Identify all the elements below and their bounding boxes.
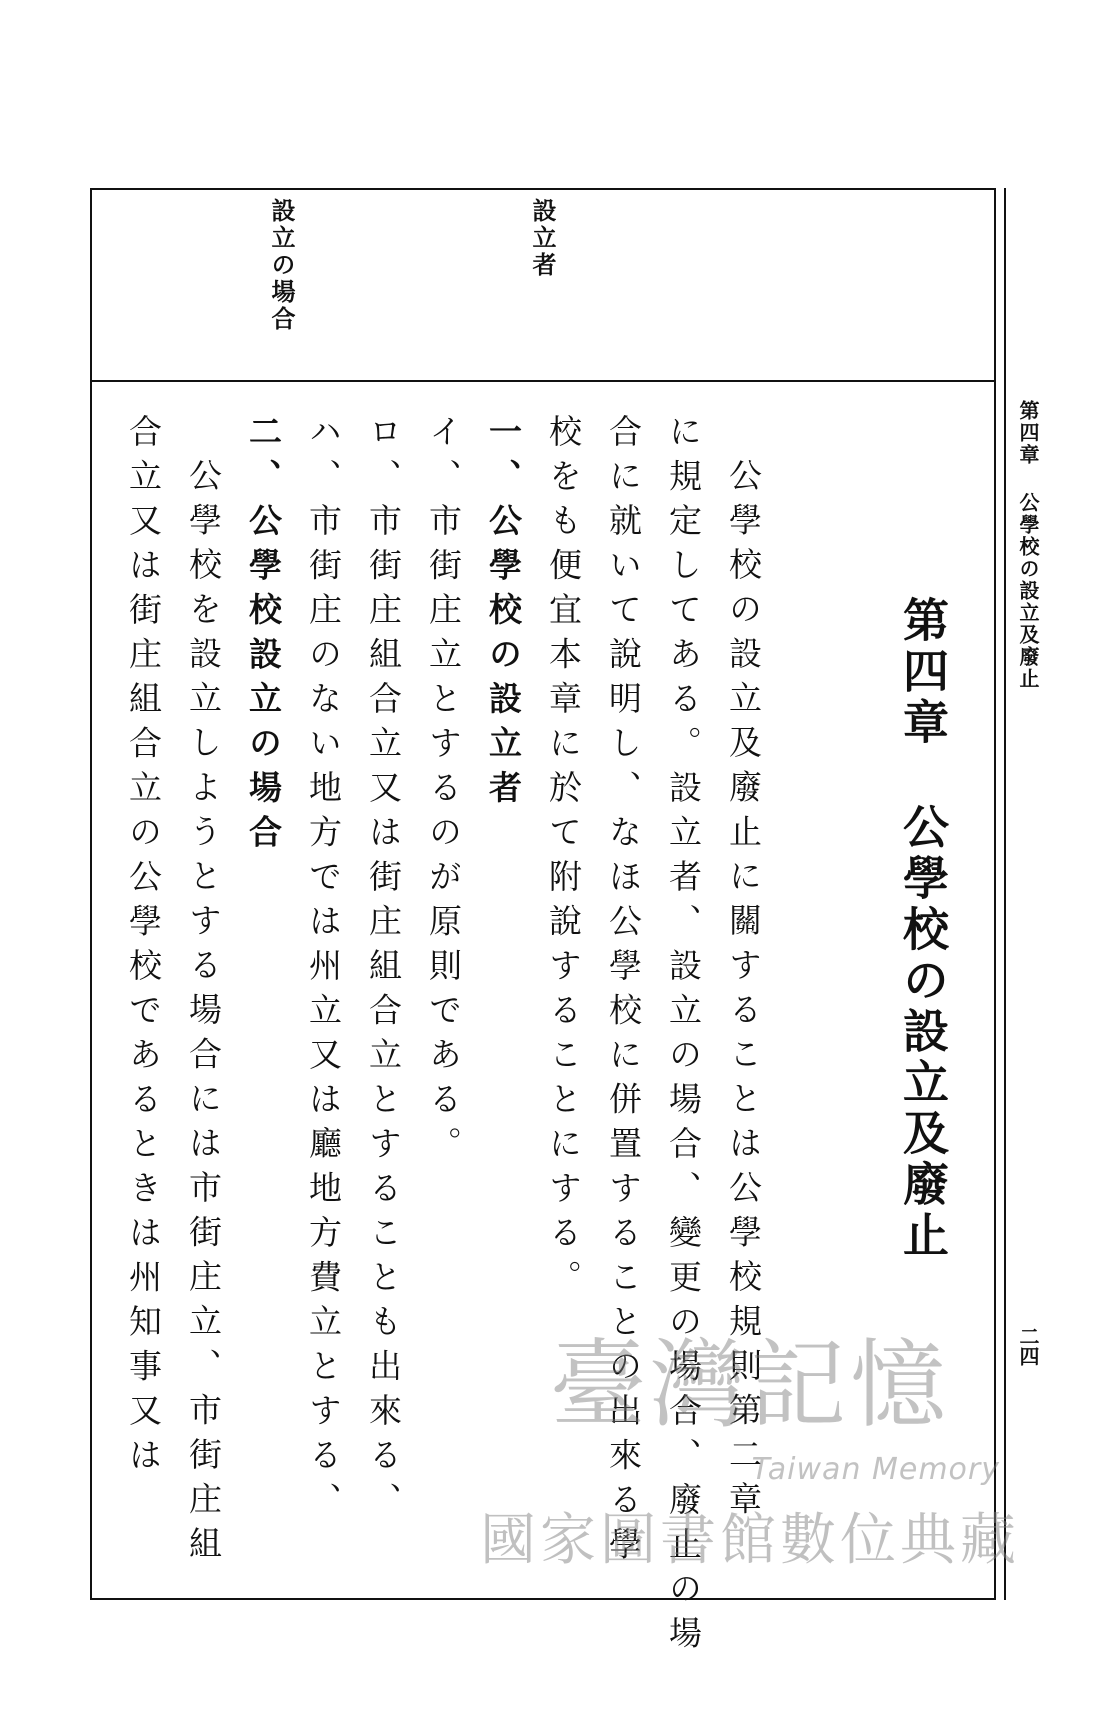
running-head-rule — [1004, 188, 1006, 1600]
section-heading-founding-case: 二、公學校設立の場合 — [244, 414, 283, 859]
body-line: 合立又は街庄組合立の公學校であるときは州知事又は — [124, 414, 163, 1482]
body-line: 公學校の設立及廢止に關することは公學校規則第二章 — [724, 458, 763, 1526]
watermark-english: Taiwan Memory — [751, 1452, 1000, 1487]
chapter-number: 第四章 — [896, 596, 950, 749]
section-heading-founder: 一、公學校の設立者 — [484, 414, 523, 815]
chapter-title: 公學校の設立及廢止 — [896, 803, 950, 1262]
body-line: 合に就いて說明し、なほ公學校に併置することの出來る學 — [604, 414, 643, 1571]
marginal-note-founding-case: 設立の場合 — [267, 198, 296, 333]
watermark-chinese: 國家圖書館數位典藏 — [480, 1508, 1020, 1573]
running-head: 第四章 公學校の設立及廢止 — [1016, 400, 1040, 690]
list-item: ロ、市街庄組合立又は街庄組合立とすることも出來る、 — [364, 414, 403, 1527]
body-line: に規定してある。設立者、設立の場合、變更の場合、廢止の場 — [664, 414, 703, 1660]
list-item: イ、市街庄立とするのが原則である。 — [424, 414, 463, 1171]
body-line: 公學校を設立しようとする場合には市街庄立、市街庄組 — [184, 458, 223, 1571]
body-line: 校をも便宜本章に於て附說することにする。 — [544, 414, 583, 1304]
marginal-note-founder: 設立者 — [528, 198, 557, 279]
watermark-script: 臺灣記憶 — [550, 1329, 950, 1441]
page-number: 二四 — [1016, 1326, 1040, 1366]
marginal-note-rule — [90, 380, 996, 382]
chapter-heading — [890, 596, 956, 1262]
list-item: ハ、市街庄のない地方では州立又は廳地方費立とする、 — [304, 414, 343, 1527]
